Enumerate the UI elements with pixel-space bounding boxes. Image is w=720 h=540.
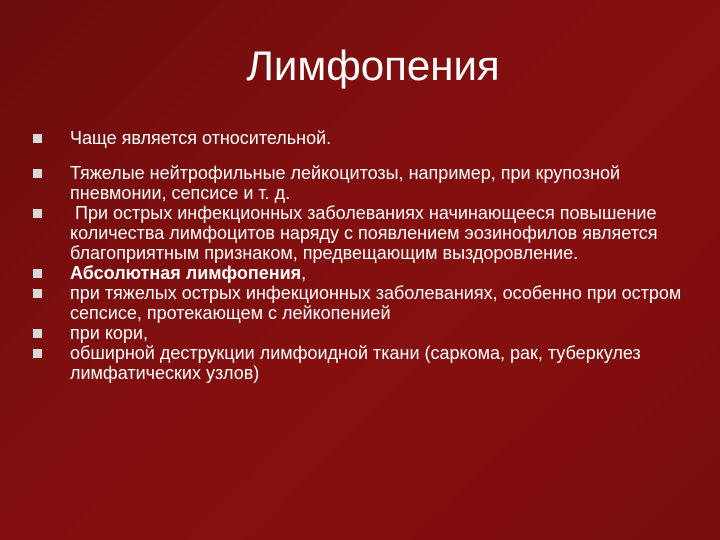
list-item-text: Тяжелые нейтрофильные лейкоцитозы, например, при крупозной пневмонии, сепсисе и т. д.: [70, 163, 621, 203]
square-bullet-icon: [33, 209, 42, 218]
list-item: [33, 323, 693, 343]
square-bullet-icon: [33, 289, 42, 298]
list-item-text: при кори,: [70, 323, 148, 343]
square-bullet-icon: [33, 349, 42, 358]
list-item-text: обширной деструкции лимфоидной ткани (саркома, рак, туберкулез лимфатических узлов): [70, 343, 641, 383]
list-item: [33, 163, 693, 203]
list-item: [33, 343, 693, 383]
list-item: [33, 283, 693, 323]
list-item: [33, 203, 693, 263]
list-item-bold-text: Абсолютная лимфопения: [70, 263, 302, 283]
square-bullet-icon: [33, 134, 42, 143]
slide-title: Лимфопения: [246, 42, 500, 89]
list-item-text: Чаще является относительной.: [70, 128, 332, 148]
list-item-text: При острых инфекционных заболеваниях начинающееся повышение количества лимфоцитов наряду с появлением эозинофилов является благоприятным признаком, предвещающим выздоровление.: [70, 203, 663, 263]
list-item: [33, 128, 693, 148]
square-bullet-icon: [33, 169, 42, 178]
list-item-text: ,: [301, 263, 307, 283]
square-bullet-icon: [33, 329, 42, 338]
list-item-text: при тяжелых острых инфекционных заболеваниях, особенно при остром сепсисе, протекающем с лейкопенией: [70, 283, 682, 323]
square-bullet-icon: [33, 269, 42, 278]
list-item: [33, 263, 693, 283]
bullet-list: [33, 128, 693, 383]
